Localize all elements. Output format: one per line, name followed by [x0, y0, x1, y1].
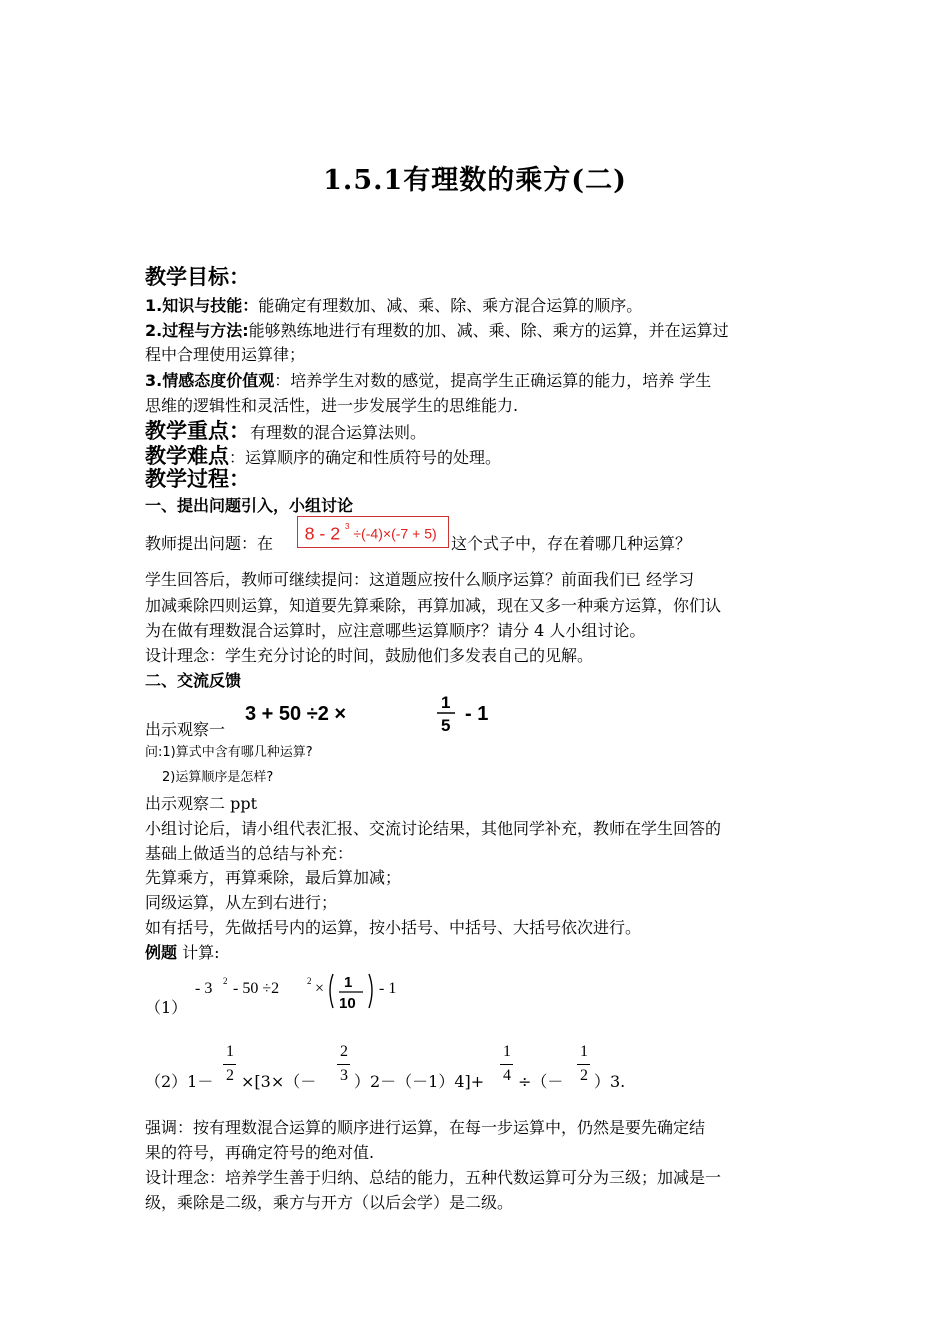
example-label: 例题 [145, 943, 178, 962]
e2-end: ）3. [594, 1072, 626, 1091]
process-heading: 教学过程： [145, 467, 250, 491]
rule-2: 同级运算，从左到右进行； [145, 893, 338, 912]
observe-1-label: 出示观察一 [145, 720, 226, 739]
e1-right-paren [369, 974, 372, 1008]
e2-frac3-num: 1 [503, 1043, 511, 1060]
e2-frac4-den: 2 [580, 1067, 588, 1084]
e1-frac-num: 1 [344, 974, 353, 991]
emphasis-line-1: 强调：按有理数混合运算的顺序进行运算，在每一步运算中，仍然是要先确定结 [145, 1118, 706, 1137]
goal-2-text: 能够熟练地进行有理数的加、减、乘、除、乘方的运算，并在运算过 [248, 321, 729, 340]
goal-2-label: 2.过程与方法: [145, 321, 249, 340]
example-1-expression [193, 966, 423, 1016]
e2-mid-2: ）2－（－1）4]+ [354, 1072, 485, 1091]
e2-mid-3: ÷（－ [518, 1072, 564, 1091]
question-after: 这个式子中，存在着哪几种运算？ [451, 534, 692, 553]
example-text: 计算: [182, 943, 220, 962]
obs1-expr-a: 3 + 50 ÷2 × [245, 703, 347, 725]
observe-question-2: 2)运算顺序是怎样? [162, 770, 274, 785]
s1-paragraph-2: 加减乘除四则运算，知道要先算乘除，再算加减，现在又多一种乘方运算，你们认 [145, 596, 722, 615]
e2-frac1-num: 1 [226, 1043, 234, 1060]
difficulty-label: 教学难点 [145, 444, 229, 468]
obs1-frac-den: 5 [441, 716, 451, 735]
goal-2 [145, 319, 729, 343]
expr-part-a: 8 - 2 [304, 523, 341, 544]
keypoint [145, 419, 426, 445]
e1-frac-den: 10 [339, 995, 356, 1012]
s1-paragraph-3: 为在做有理数混合运算时，应注意哪些运算顺序？请分 4 人小组讨论。 [145, 621, 646, 640]
e2-frac2-den: 3 [340, 1067, 348, 1084]
difficulty-text: ：运算顺序的确定和性质符号的处理。 [229, 448, 502, 467]
example-2-index: （2）1－ [145, 1072, 214, 1091]
keypoint-label: 教学重点： [145, 419, 250, 443]
goals-heading: 教学目标： [145, 265, 250, 289]
goal-3 [145, 369, 711, 393]
e1-part-a: - 3 [195, 980, 213, 997]
example-1-index: （1） [145, 998, 188, 1017]
e2-frac4-bar [577, 1064, 590, 1065]
obs1-frac-num: 1 [441, 693, 451, 712]
e2-frac4-num: 1 [580, 1043, 588, 1060]
e1-exp-1: 2 [223, 976, 228, 986]
goal-1 [145, 294, 642, 318]
goal-3-label: 3.情感态度价值观 [145, 371, 275, 390]
question-before: 教师提出问题：在 [145, 534, 274, 553]
summary-line-2: 基础上做适当的总结与补充： [145, 844, 354, 863]
s1-design-note: 设计理念：学生充分讨论的时间，鼓励他们多发表自己的见解。 [145, 646, 594, 665]
rule-3: 如有括号，先做括号内的运算，按小括号、中括号、大括号依次进行。 [145, 918, 642, 937]
e2-frac2-num: 2 [340, 1043, 348, 1060]
example-line [145, 941, 220, 965]
section1-heading: 一、提出问题引入，小组讨论 [145, 496, 354, 515]
e2-frac2-bar [337, 1064, 350, 1065]
closing-note-1: 设计理念：培养学生善于归纳、总结的能力，五种代数运算可分为三级；加减是一 [145, 1168, 722, 1187]
e2-frac3-den: 4 [503, 1067, 511, 1084]
goal-3-cont: 思维的逻辑性和灵活性，进一步发展学生的思维能力. [145, 396, 519, 415]
observe-2-label: 出示观察二 ppt [145, 794, 258, 813]
e1-part-b: - 50 ÷2 [233, 980, 280, 997]
goal-2-cont: 程中合理使用运算律； [145, 345, 306, 364]
goal-1-text: 能确定有理数加、减、乘、除、乘方混合运算的顺序。 [258, 296, 643, 315]
e2-mid-1: ×[3×（－ [241, 1072, 317, 1091]
s1-paragraph-1: 学生回答后，教师可继续提问：这道题应按什么顺序运算？前面我们已 经学习 [145, 570, 695, 589]
expr-part-b: ÷(-4)×(-7 + 5) [353, 525, 437, 542]
e1-part-d: - 1 [379, 980, 397, 997]
goal-3-text: ：培养学生对数的感觉，提高学生正确运算的能力，培养 学生 [274, 371, 712, 390]
observe-question-1: 问:1)算式中含有哪几种运算? [145, 745, 313, 760]
e2-frac3-bar [500, 1064, 513, 1065]
page-title: 1.5.1有理数的乘方(二) [323, 165, 627, 196]
obs1-expr-b: - 1 [465, 703, 489, 725]
e1-exp-2: 2 [307, 976, 312, 986]
question-line [145, 532, 273, 556]
emphasis-line-2: 果的符号，再确定符号的绝对值. [145, 1143, 375, 1162]
rule-1: 先算乘方，再算乘除，最后算加减； [145, 868, 402, 887]
expr-exponent: 3 [344, 521, 350, 532]
goal-1-label: 1.知识与技能： [145, 296, 259, 315]
e1-times: × [315, 980, 325, 997]
e1-left-paren [330, 974, 333, 1008]
section2-heading: 二、交流反馈 [145, 671, 242, 690]
expression-box [297, 516, 449, 548]
observe-1-expression [243, 690, 523, 738]
closing-note-2: 级，乘除是二级，乘方与开方（以后会学）是二级。 [145, 1193, 514, 1212]
keypoint-text: 有理数的混合运算法则。 [250, 423, 427, 442]
summary-line-1: 小组讨论后，请小组代表汇报、交流讨论结果，其他同学补充，教师在学生回答的 [145, 819, 722, 838]
e2-frac1-bar [223, 1064, 236, 1065]
e2-frac1-den: 2 [226, 1067, 234, 1084]
